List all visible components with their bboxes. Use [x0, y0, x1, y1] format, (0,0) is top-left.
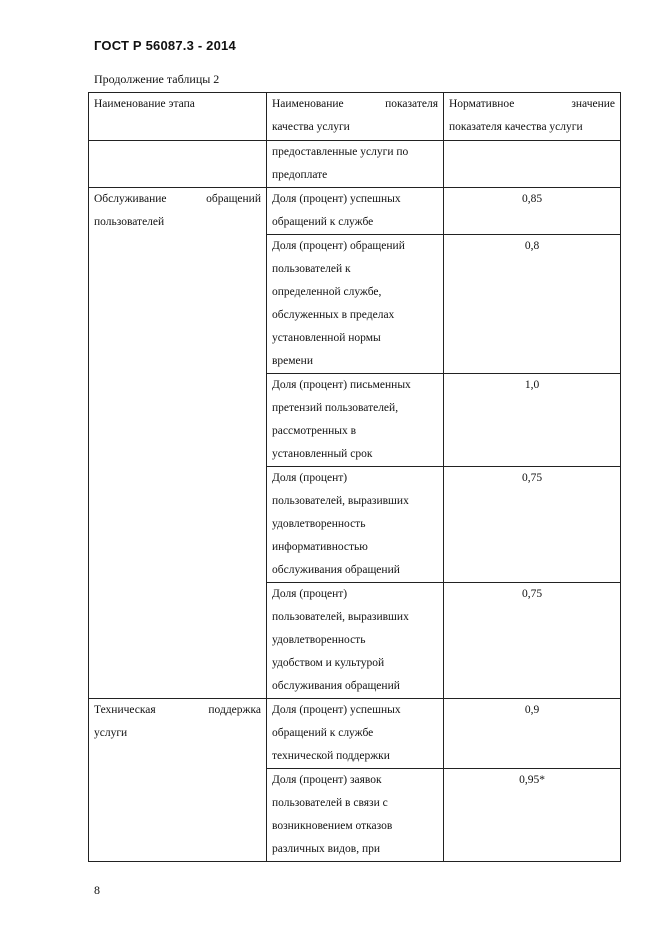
page-number: 8: [94, 883, 100, 897]
table-row: [89, 699, 621, 769]
header-indicator: [267, 93, 444, 141]
indicator-cell: [267, 583, 444, 699]
indicator-line: определенной службе,: [272, 286, 382, 298]
header-stage: [89, 93, 267, 141]
stage-cell: [89, 188, 267, 699]
value-cell: 0,75: [444, 583, 621, 699]
indicator-line: Доля (процент) успешных: [272, 704, 401, 716]
table-row: [89, 188, 621, 235]
value-cell: 0,9: [444, 699, 621, 769]
document-standard-title: ГОСТ Р 56087.3 - 2014: [94, 38, 236, 53]
indicator-line: обращений к службе: [272, 216, 374, 228]
indicator-line: обслуженных в пределах: [272, 309, 395, 321]
indicator-line: установленной нормы: [272, 332, 381, 344]
indicator-line: удовлетворенность: [272, 518, 366, 530]
table-caption: Продолжение таблицы 2: [94, 72, 220, 86]
stage-cell-empty: [89, 141, 267, 188]
header-value-line: показателя качества услуги: [449, 121, 583, 133]
indicator-line: предоставленные услуги по: [272, 146, 409, 158]
table-header-row: [89, 93, 621, 141]
indicator-line: различных видов, при: [272, 843, 381, 855]
indicator-line: рассмотренных в: [272, 425, 357, 437]
value-cell: 0,85: [444, 188, 621, 235]
value-cell: 0,8: [444, 235, 621, 374]
header-value-line: Нормативное значение: [449, 98, 615, 110]
stage-line: Обслуживание обращений: [94, 193, 261, 205]
indicator-line: Доля (процент) успешных: [272, 193, 401, 205]
indicator-line: технической поддержки: [272, 750, 390, 762]
indicator-line: предоплате: [272, 169, 328, 181]
requirements-table: [88, 92, 621, 862]
indicator-cell: [267, 769, 444, 862]
value-cell: 0,95*: [444, 769, 621, 862]
indicator-cell: [267, 141, 444, 188]
indicator-line: Доля (процент) обращений: [272, 240, 405, 252]
indicator-line: Доля (процент) заявок: [272, 774, 382, 786]
indicator-line: удобством и культурой: [272, 657, 385, 669]
value-cell: 0,75: [444, 467, 621, 583]
header-stage-line: Наименование этапа: [94, 98, 195, 110]
header-indicator-line: Наименование показателя: [272, 98, 438, 110]
indicator-line: обслуживания обращений: [272, 680, 400, 692]
indicator-line: Доля (процент): [272, 472, 348, 484]
indicator-cell: [267, 699, 444, 769]
indicator-line: возникновением отказов: [272, 820, 393, 832]
indicator-line: пользователей, выразивших: [272, 611, 409, 623]
indicator-line: пользователей, выразивших: [272, 495, 409, 507]
indicator-line: пользователей в связи с: [272, 797, 388, 809]
indicator-line: Доля (процент): [272, 588, 348, 600]
indicator-line: времени: [272, 355, 313, 367]
value-cell: 1,0: [444, 374, 621, 467]
indicator-line: удовлетворенность: [272, 634, 366, 646]
indicator-line: установленный срок: [272, 448, 373, 460]
indicator-line: обслуживания обращений: [272, 564, 400, 576]
stage-line: Техническая поддержка: [94, 704, 261, 716]
indicator-cell: [267, 188, 444, 235]
stage-line: услуги: [94, 727, 128, 739]
indicator-line: пользователей к: [272, 263, 351, 275]
indicator-cell: [267, 235, 444, 374]
indicator-line: претензий пользователей,: [272, 402, 399, 414]
indicator-cell: [267, 467, 444, 583]
indicator-line: информативностью: [272, 541, 368, 553]
stage-line: пользователей: [94, 216, 165, 228]
indicator-cell: [267, 374, 444, 467]
indicator-line: Доля (процент) письменных: [272, 379, 411, 391]
header-value: [444, 93, 621, 141]
header-indicator-line: качества услуги: [272, 121, 350, 133]
table-row: [89, 141, 621, 188]
stage-cell: [89, 699, 267, 862]
value-cell-empty: [444, 141, 621, 188]
indicator-line: обращений к службе: [272, 727, 374, 739]
